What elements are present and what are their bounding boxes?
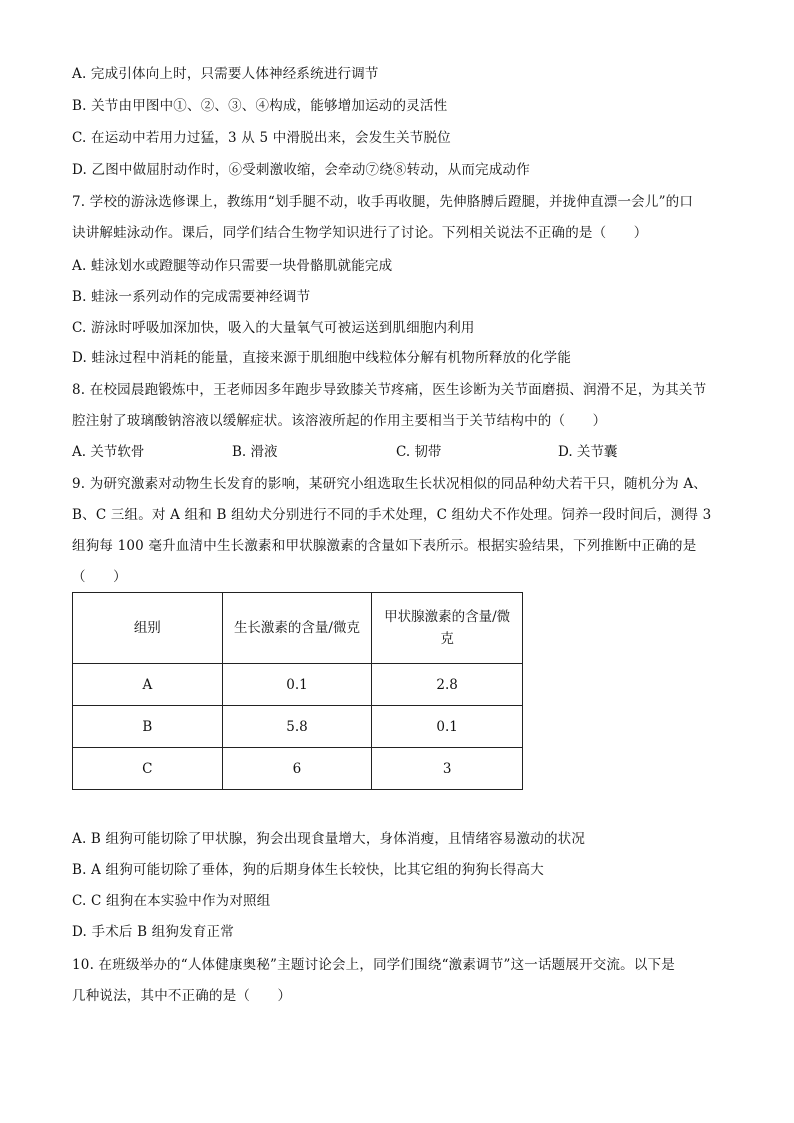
cell-group: B	[73, 706, 223, 748]
cell-growth-hormone: 0.1	[222, 664, 372, 706]
q9-option-b: B. A 组狗可能切除了垂体，狗的后期身体生长较快，比其它组的狗狗长得高大	[72, 862, 544, 878]
cell-group: A	[73, 664, 223, 706]
q9-stem-line-3: 组狗每 100 毫升血清中生长激素和甲状腺激素的含量如下表所示。根据实验结果，下列推断中正确的是	[72, 538, 697, 554]
cell-thyroid-hormone: 0.1	[372, 706, 523, 748]
q9-option-c: C. C 组狗在本实验中作为对照组	[72, 893, 271, 909]
cell-growth-hormone: 6	[222, 748, 372, 790]
q8-option-c: C. 韧带	[396, 444, 442, 460]
q9-stem-line-4: （ ）	[72, 569, 127, 585]
q8-option-a: A. 关节软骨	[72, 444, 145, 460]
q7-option-a: A. 蛙泳划水或蹬腿等动作只需要一块骨骼肌就能完成	[72, 258, 393, 274]
q10-stem-line-2: 几种说法，其中不正确的是（ ）	[72, 988, 292, 1004]
cell-thyroid-hormone: 2.8	[372, 664, 523, 706]
header-thyroid-hormone	[372, 593, 523, 664]
table-header-row	[73, 593, 523, 664]
q7-option-d: D. 蛙泳过程中消耗的能量，直接来源于肌细胞中线粒体分解有机物所释放的化学能	[72, 350, 572, 366]
q7-stem-line-1: 7. 学校的游泳选修课上，教练用“划手腿不动，收手再收腿，先伸胳膊后蹬腿，并拢伸直漂一会儿”的口	[72, 194, 694, 210]
q6-option-c: C. 在运动中若用力过猛，3 从 5 中滑脱出来，会发生关节脱位	[72, 130, 451, 146]
q6-option-a: A. 完成引体向上时，只需要人体神经系统进行调节	[72, 66, 379, 82]
table-row	[73, 748, 523, 790]
q8-option-b: B. 滑液	[232, 444, 278, 460]
cell-group: C	[73, 748, 223, 790]
cell-growth-hormone: 5.8	[222, 706, 372, 748]
hormone-table	[72, 592, 523, 790]
q8-stem-line-2: 腔注射了玻璃酸钠溶液以缓解症状。该溶液所起的作用主要相当于关节结构中的（ ）	[72, 413, 607, 429]
q8-stem-line-1: 8. 在校园晨跑锻炼中，王老师因多年跑步导致膝关节疼痛，医生诊断为关节面磨损、润滑不足，为其关节	[72, 382, 707, 398]
q9-option-a: A. B 组狗可能切除了甲状腺，狗会出现食量增大，身体消瘦，且情绪容易激动的状况	[72, 831, 586, 847]
header-growth-hormone: 生长激素的含量/微克	[222, 593, 372, 664]
table-row	[73, 706, 523, 748]
header-thyroid-hormone-line-1: 甲状腺激素的含量/微	[384, 609, 511, 625]
q9-stem-line-2: B、C 三组。对 A 组和 B 组幼犬分别进行不同的手术处理，C 组幼犬不作处理。饲养一段时间后，测得 3	[72, 507, 712, 523]
cell-thyroid-hormone: 3	[372, 748, 523, 790]
q8-option-d: D. 关节囊	[558, 444, 618, 460]
q10-stem-line-1: 10. 在班级举办的“人体健康奥秘”主题讨论会上，同学们围绕“激素调节”这一话题展开交流。以下是	[72, 957, 675, 973]
q6-option-b: B. 关节由甲图中①、②、③、④构成，能够增加运动的灵活性	[72, 98, 448, 114]
q6-option-d: D. 乙图中做屈肘动作时，⑥受刺激收缩，会牵动⑦绕⑧转动，从而完成动作	[72, 162, 530, 178]
table-row	[73, 664, 523, 706]
q7-stem-line-2: 诀讲解蛙泳动作。课后，同学们结合生物学知识进行了讨论。下列相关说法不正确的是（ ）	[72, 225, 648, 241]
header-thyroid-hormone-line-2: 克	[440, 631, 454, 647]
q9-option-d: D. 手术后 B 组狗发育正常	[72, 924, 234, 940]
q7-option-c: C. 游泳时呼吸加深加快，吸入的大量氧气可被运送到肌细胞内利用	[72, 320, 475, 336]
q7-option-b: B. 蛙泳一系列动作的完成需要神经调节	[72, 289, 311, 305]
header-group: 组别	[73, 593, 223, 664]
q9-stem-line-1: 9. 为研究激素对动物生长发育的影响，某研究小组选取生长状况相似的同品种幼犬若干只，随机分为 A、	[72, 476, 708, 492]
